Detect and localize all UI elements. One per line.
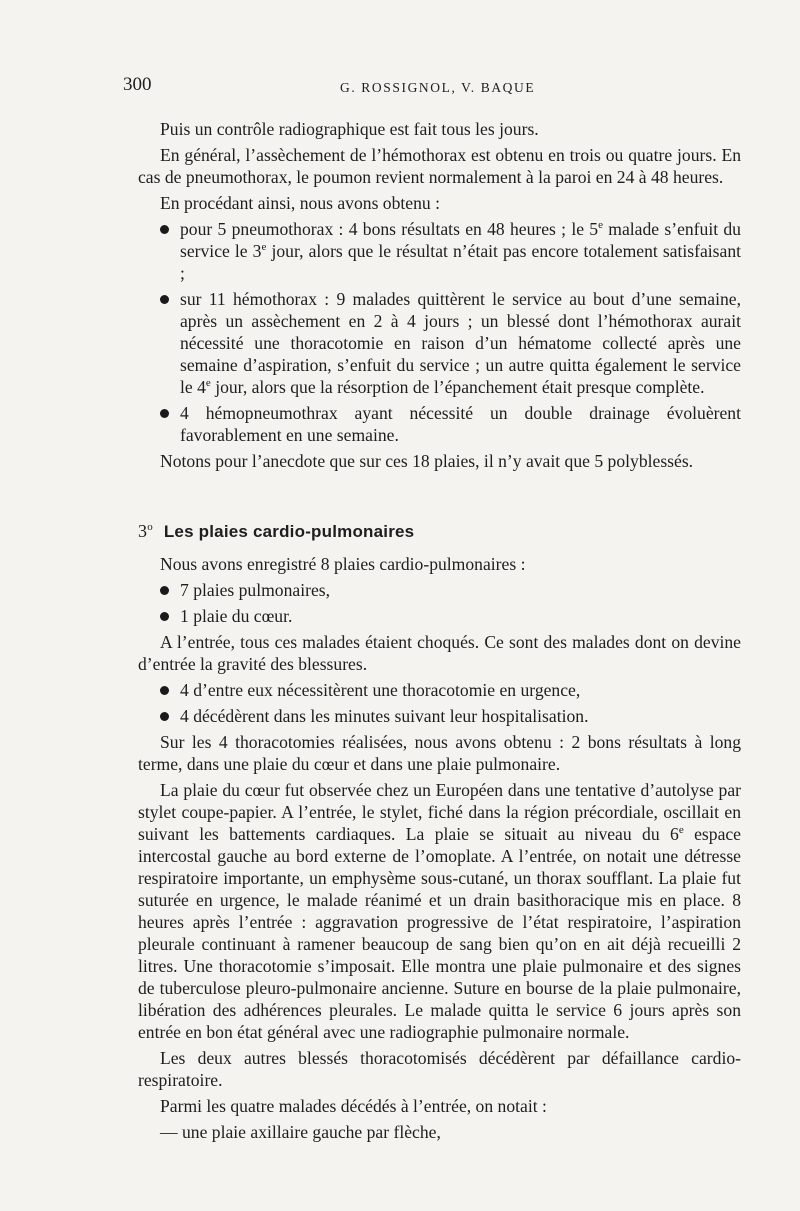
page-header [0,74,800,102]
section-number [138,521,153,541]
bullet-dot-icon [160,686,169,695]
section-heading [138,516,741,543]
superscript: e [678,824,684,837]
bullet-item [138,579,741,601]
bullet-item [138,402,741,446]
superscript: e [261,241,267,254]
bullet-text: 1 plaie du cœur. [180,606,293,626]
section-number-digit: 3 [138,521,148,541]
section-title: Les plaies cardio-pulmonaires [163,522,415,541]
bullet-text: malade s’enfuit du service le 3 [180,219,741,261]
bullet-dot-icon [160,586,169,595]
article-body [138,118,741,1143]
superscript: e [598,219,603,232]
bullet-text: jour, alors que la résorption de l’épanchement était presque complète. [210,377,705,397]
bullet-dot-icon [160,409,169,418]
bullet-item [138,218,741,284]
paragraph: Sur les 4 thoracotomies réalisées, nous avons obtenu : 2 bons résultats à long terme, dans une plaie du cœur et dans une plaie pulmonaire. [138,732,741,774]
paragraph [138,779,741,1043]
running-head: G. ROSSIGNOL, V. BAQUE [340,80,536,95]
bullet-dot-icon [160,712,169,721]
paragraph: Nous avons enregistré 8 plaies cardio-pulmonaires : [160,554,526,574]
section-degree-mark: o [147,521,153,533]
bullet-text: 7 plaies pulmonaires, [180,580,331,600]
paragraph: A l’entrée, tous ces malades étaient choqués. Ce sont des malades dont on devine d’entrée la gravité des blessures. [138,632,741,674]
dash-list-item: — une plaie axillaire gauche par flèche, [160,1122,441,1142]
paragraph: En général, l’assèchement de l’hémothorax est obtenu en trois ou quatre jours. En cas de pneumothorax, le poumon revient normalement à la paroi en 24 à 48 heures. [138,145,741,187]
paragraph-text: La plaie du cœur fut observée chez un Européen dans une tentative d’autolyse par stylet coupe-papier. A l’entrée, le stylet, fiché dans la région précordiale, oscillait en suivant les battements cardiaques. La plaie se situait au niveau du 6 [138,780,741,844]
bullet-item [138,679,741,701]
bullet-text: jour, alors que le résultat n’était pas encore totalement satisfaisant ; [180,241,742,283]
superscript: e [205,377,211,390]
bullet-item [138,705,741,727]
bullet-text: sur 11 hémothorax : 9 malades quittèrent le service au bout d’une semaine, après un assèchement en 2 à 4 jours ; un blessé dont l’hémothorax aurait nécessité une thoracotomie en raison d’un hématome collecté après une semaine d’aspiration, s’enfuit du service ; un autre quitta également le service le 4 [180,289,741,397]
paragraph: En procédant ainsi, nous avons obtenu : [160,193,440,213]
paragraph: Parmi les quatre malades décédés à l’entrée, on notait : [160,1096,547,1116]
bullet-text: 4 d’entre eux nécessitèrent une thoracotomie en urgence, [180,680,581,700]
bullet-item [138,288,741,398]
bullet-dot-icon [160,295,169,304]
paragraph: Les deux autres blessés thoracotomisés décédèrent par défaillance cardio-respiratoire. [138,1048,741,1090]
paragraph: Puis un contrôle radiographique est fait tous les jours. [160,119,539,139]
bullet-text: 4 décédèrent dans les minutes suivant leur hospitalisation. [180,706,589,726]
bullet-item [138,605,741,627]
paragraph: Notons pour l’anecdote que sur ces 18 plaies, il n’y avait que 5 polyblessés. [160,451,694,471]
bullet-dot-icon [160,225,169,234]
bullet-text: pour 5 pneumothorax : 4 bons résultats en 48 heures ; le 5 [180,219,599,239]
paragraph-text: espace intercostal gauche au bord externe de l’omoplate. A l’entrée, on notait une détresse respiratoire importante, un emphysème sous-cutané, un thorax soufflant. La plaie fut suturée en urgence, le malade réanimé et un drain basithoracique mis en place. 8 heures après l’entrée : aggravation progressive de l’état respiratoire, l’aspiration pleurale continuant à ramener beaucoup de sang bien qu’on en ait déjà recueilli 2 litres. Une thoracotomie s’imposait. Elle montra une plaie pulmonaire et des signes de tuberculose pleuro-pulmonaire ancienne. Suture en bourse de la plaie pulmonaire, libération des adhérences pleurales. Le malade quitta le service 6 jours après son entrée en bon état général avec une radiographie pulmonaire normale. [138,824,741,1042]
bullet-dot-icon [160,612,169,621]
bullet-text: 4 hémopneumothrax ayant nécessité un double drainage évoluèrent favorablement en une semaine. [180,403,741,445]
page-number: 300 [123,74,152,95]
